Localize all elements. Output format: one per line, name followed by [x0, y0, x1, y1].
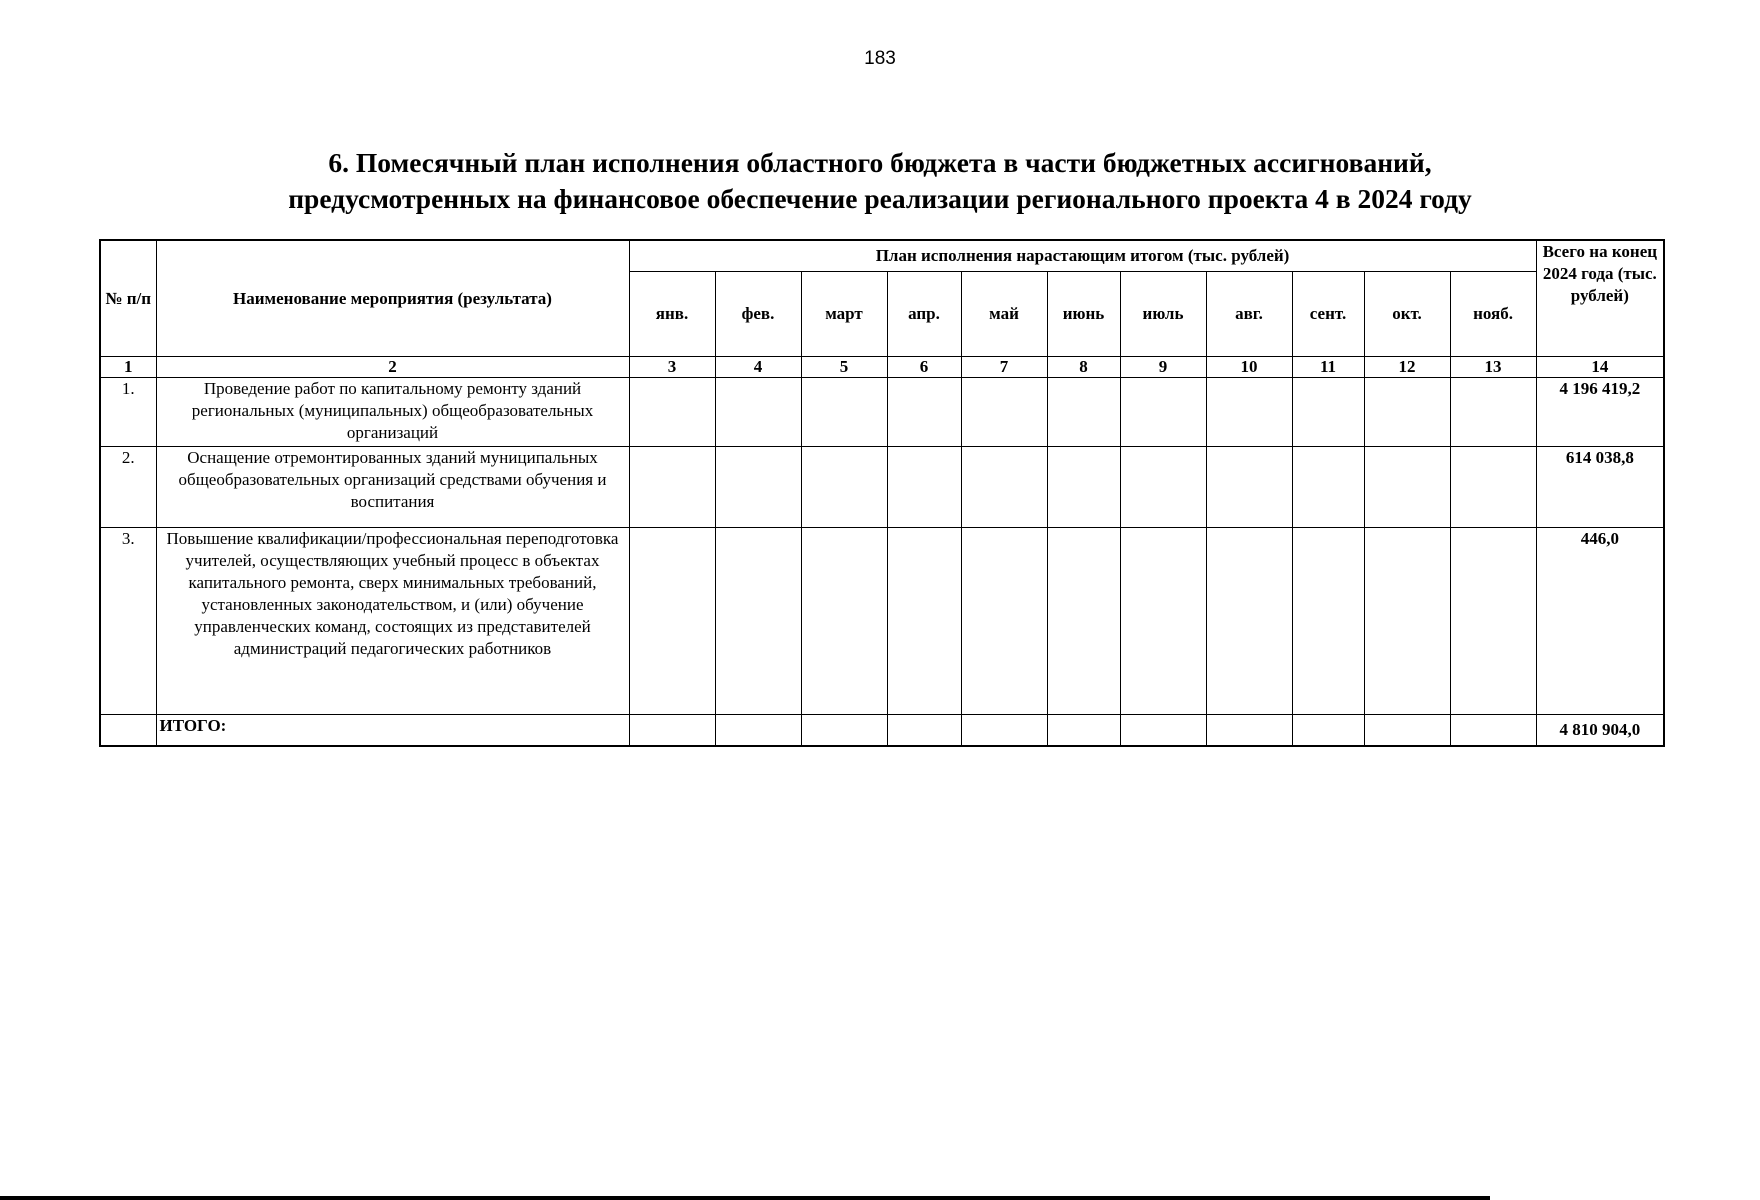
header-name: Наименование мероприятия (результата) — [156, 240, 629, 357]
month-cell — [1120, 528, 1206, 715]
column-index-cell: 8 — [1047, 357, 1120, 378]
month-cell — [1364, 528, 1450, 715]
column-index-cell: 5 — [801, 357, 887, 378]
row-num: 3. — [100, 528, 156, 715]
column-index-cell: 6 — [887, 357, 961, 378]
column-index-cell: 9 — [1120, 357, 1206, 378]
month-cell — [715, 447, 801, 528]
month-cell — [887, 447, 961, 528]
row-num: 2. — [100, 447, 156, 528]
month-cell — [629, 447, 715, 528]
header-month: июль — [1120, 272, 1206, 357]
column-index-cell: 1 — [100, 357, 156, 378]
month-cell — [629, 378, 715, 447]
month-cell — [887, 528, 961, 715]
month-cell — [961, 715, 1047, 747]
month-cell — [1292, 378, 1364, 447]
row-num: 1. — [100, 378, 156, 447]
month-cell — [1292, 447, 1364, 528]
column-index-cell: 13 — [1450, 357, 1536, 378]
page-number: 183 — [864, 48, 896, 69]
header-month: май — [961, 272, 1047, 357]
month-cell — [1047, 715, 1120, 747]
budget-plan-table — [99, 239, 1665, 747]
month-cell — [801, 528, 887, 715]
month-cell — [1450, 715, 1536, 747]
total-row — [100, 715, 1664, 747]
month-cell — [1047, 447, 1120, 528]
column-index-cell: 11 — [1292, 357, 1364, 378]
month-cell — [629, 528, 715, 715]
month-cell — [1206, 378, 1292, 447]
month-cell — [801, 715, 887, 747]
month-cell — [1120, 715, 1206, 747]
header-month: авг. — [1206, 272, 1292, 357]
row-total: 446,0 — [1536, 528, 1664, 715]
month-cell — [887, 715, 961, 747]
row-total: 614 038,8 — [1536, 447, 1664, 528]
title-line-2: предусмотренных на финансовое обеспечение реализации регионального проекта 4 в 2024 году — [288, 183, 1472, 214]
page-title — [150, 145, 1610, 217]
month-cell — [1206, 715, 1292, 747]
month-cell — [715, 378, 801, 447]
month-cell — [1120, 378, 1206, 447]
month-cell — [1292, 528, 1364, 715]
month-cell — [715, 715, 801, 747]
month-cell — [1364, 378, 1450, 447]
table-row — [100, 378, 1664, 447]
month-cell — [1047, 528, 1120, 715]
month-cell — [961, 378, 1047, 447]
title-line-1: 6. Помесячный план исполнения областного бюджета в части бюджетных ассигнований, — [328, 147, 1432, 178]
header-month: нояб. — [1450, 272, 1536, 357]
column-index-cell: 12 — [1364, 357, 1450, 378]
header-month: июнь — [1047, 272, 1120, 357]
column-index-cell: 3 — [629, 357, 715, 378]
bottom-rule — [0, 1196, 1490, 1200]
month-cell — [1450, 528, 1536, 715]
row-name: Повышение квалификации/профессиональная переподготовка учителей, осуществляющих учебный процесс в объектах капитального ремонта, сверх минимальных требований, установленных законодательством, и (или) обучение управленческих команд, состоящих из представителей администраций педагогических работников — [156, 528, 629, 715]
month-cell — [961, 447, 1047, 528]
itogo-label: ИТОГО: — [156, 715, 629, 747]
table-row — [100, 528, 1664, 715]
header-num: № п/п — [100, 240, 156, 357]
month-cell — [801, 447, 887, 528]
column-index-cell: 7 — [961, 357, 1047, 378]
column-index-cell: 14 — [1536, 357, 1664, 378]
month-cell — [1364, 447, 1450, 528]
table-row — [100, 447, 1664, 528]
month-cell — [887, 378, 961, 447]
month-cell — [801, 378, 887, 447]
month-cell — [1450, 378, 1536, 447]
header-month: янв. — [629, 272, 715, 357]
header-plan-group: План исполнения нарастающим итогом (тыс. рублей) — [629, 240, 1536, 272]
itogo-total: 4 810 904,0 — [1536, 715, 1664, 747]
row-name: Оснащение отремонтированных зданий муниципальных общеобразовательных организаций средствами обучения и воспитания — [156, 447, 629, 528]
header-month: окт. — [1364, 272, 1450, 357]
month-cell — [1364, 715, 1450, 747]
header-month: апр. — [887, 272, 961, 357]
header-month: март — [801, 272, 887, 357]
header-total: Всего на конец 2024 года (тыс. рублей) — [1536, 240, 1664, 357]
header-month: фев. — [715, 272, 801, 357]
header-month: сент. — [1292, 272, 1364, 357]
month-cell — [1292, 715, 1364, 747]
month-cell — [1120, 447, 1206, 528]
month-cell — [1450, 447, 1536, 528]
month-cell — [629, 715, 715, 747]
month-cell — [1206, 447, 1292, 528]
column-index-cell: 2 — [156, 357, 629, 378]
month-cell — [1047, 378, 1120, 447]
month-cell — [715, 528, 801, 715]
row-num — [100, 715, 156, 747]
month-cell — [961, 528, 1047, 715]
column-index-cell: 10 — [1206, 357, 1292, 378]
column-index-cell: 4 — [715, 357, 801, 378]
row-total: 4 196 419,2 — [1536, 378, 1664, 447]
month-cell — [1206, 528, 1292, 715]
row-name: Проведение работ по капитальному ремонту зданий региональных (муниципальных) общеобразовательных организаций — [156, 378, 629, 447]
